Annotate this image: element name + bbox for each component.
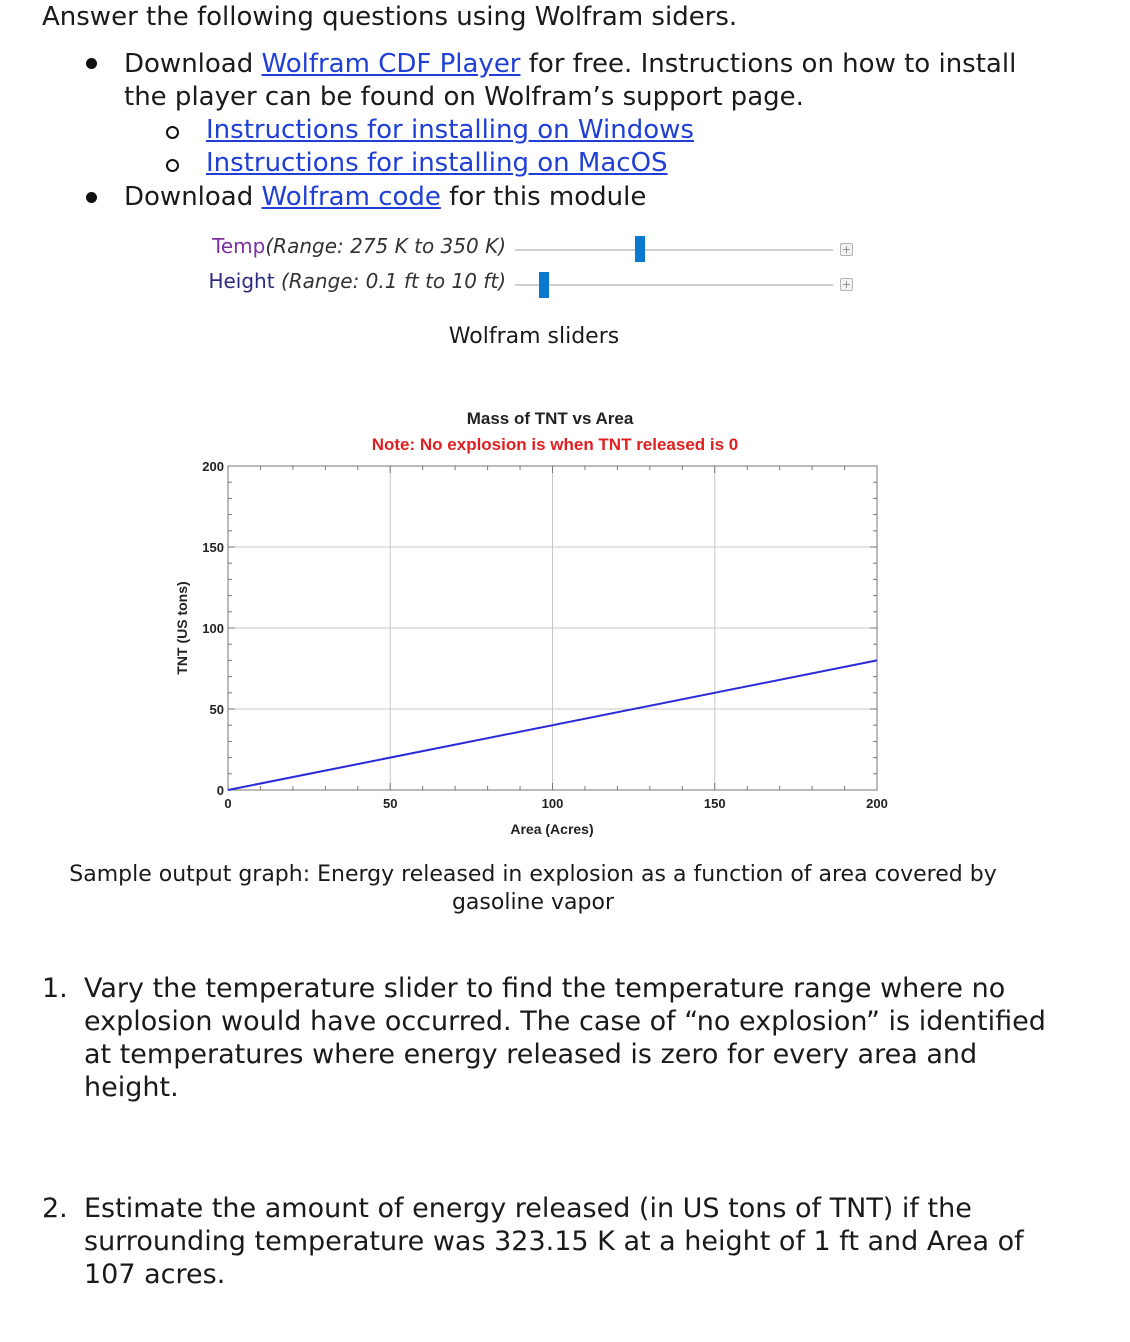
question-number: 1. (42, 973, 68, 1004)
bullet-download-player (124, 48, 1016, 81)
x-axis-label: Area (Acres) (510, 821, 594, 837)
chart-note: Note: No explosion is when TNT released is 0 (371, 435, 739, 454)
question-line: 107 acres. (84, 1259, 226, 1290)
cdf-player-link[interactable]: Wolfram CDF Player (261, 49, 521, 79)
question-line: explosion would have occurred. The case of “no explosion” is identified (84, 1006, 1046, 1037)
temp-slider-track[interactable] (515, 249, 833, 251)
bullet-line2: the player can be found on Wolfram’s support page. (124, 82, 804, 112)
x-tick-label: 100 (541, 796, 564, 811)
height-label-name: Height (208, 269, 275, 293)
chart-caption-line2: gasoline vapor (451, 890, 615, 915)
height-slider-expand-icon[interactable]: + (841, 278, 852, 291)
sliders-caption: Wolfram sliders (448, 324, 620, 349)
chart-title: Mass of TNT vs Area (466, 409, 634, 428)
bullet-dot (86, 58, 97, 69)
bullet-dot (86, 192, 97, 203)
y-axis-label: TNT (US tons) (174, 581, 190, 675)
bullet-prefix: Download (124, 182, 262, 212)
macos-install-link[interactable]: Instructions for installing on MacOS (206, 148, 668, 178)
temp-label-name: Temp (212, 234, 266, 258)
height-slider-label (208, 269, 506, 293)
y-tick-label: 150 (202, 540, 224, 555)
y-tick-label: 50 (209, 702, 224, 717)
windows-install-link[interactable]: Instructions for installing on Windows (206, 115, 694, 145)
question-line: surrounding temperature was 323.15 K at a height of 1 ft and Area of (84, 1226, 1024, 1257)
temp-slider-expand-icon[interactable]: + (841, 243, 852, 256)
wolfram-code-link[interactable]: Wolfram code (261, 182, 441, 212)
y-tick-label: 0 (216, 783, 224, 798)
y-tick-label: 200 (202, 459, 224, 474)
bullet-download-code (124, 181, 646, 214)
temp-label-range: (Range: 275 K to 350 K) (265, 234, 506, 258)
chart-caption-line1: Sample output graph: Energy released in explosion as a function of area covered by (69, 862, 997, 887)
bullet-suffix: for free. Instructions on how to install (520, 49, 1017, 79)
sub-bullet (166, 126, 179, 139)
x-tick-label: 50 (383, 796, 398, 811)
y-tick-label: 100 (202, 621, 224, 636)
tnt-area-chart (150, 400, 910, 845)
temp-slider-thumb[interactable] (635, 236, 645, 262)
x-tick-label: 200 (866, 796, 888, 811)
height-slider-thumb[interactable] (539, 272, 549, 298)
temp-slider-label (208, 234, 506, 258)
height-label-range: (Range: 0.1 ft to 10 ft) (280, 269, 506, 293)
height-slider-track[interactable] (515, 284, 833, 286)
question-1 (84, 972, 1046, 1104)
bullet-suffix: for this module (440, 182, 647, 212)
question-line: at temperatures where energy released is zero for every area and (84, 1039, 978, 1070)
bullet-prefix: Download (124, 49, 262, 79)
question-line: height. (84, 1072, 179, 1103)
question-2 (84, 1192, 1024, 1291)
x-tick-label: 0 (224, 796, 232, 811)
x-tick-label: 150 (703, 796, 726, 811)
question-number: 2. (42, 1193, 68, 1224)
intro-text: Answer the following questions using Wolfram siders. (42, 2, 738, 32)
question-line: Estimate the amount of energy released (in US tons of TNT) if the (84, 1193, 972, 1224)
sub-bullet (166, 159, 179, 172)
question-line: Vary the temperature slider to find the temperature range where no (84, 973, 1006, 1004)
